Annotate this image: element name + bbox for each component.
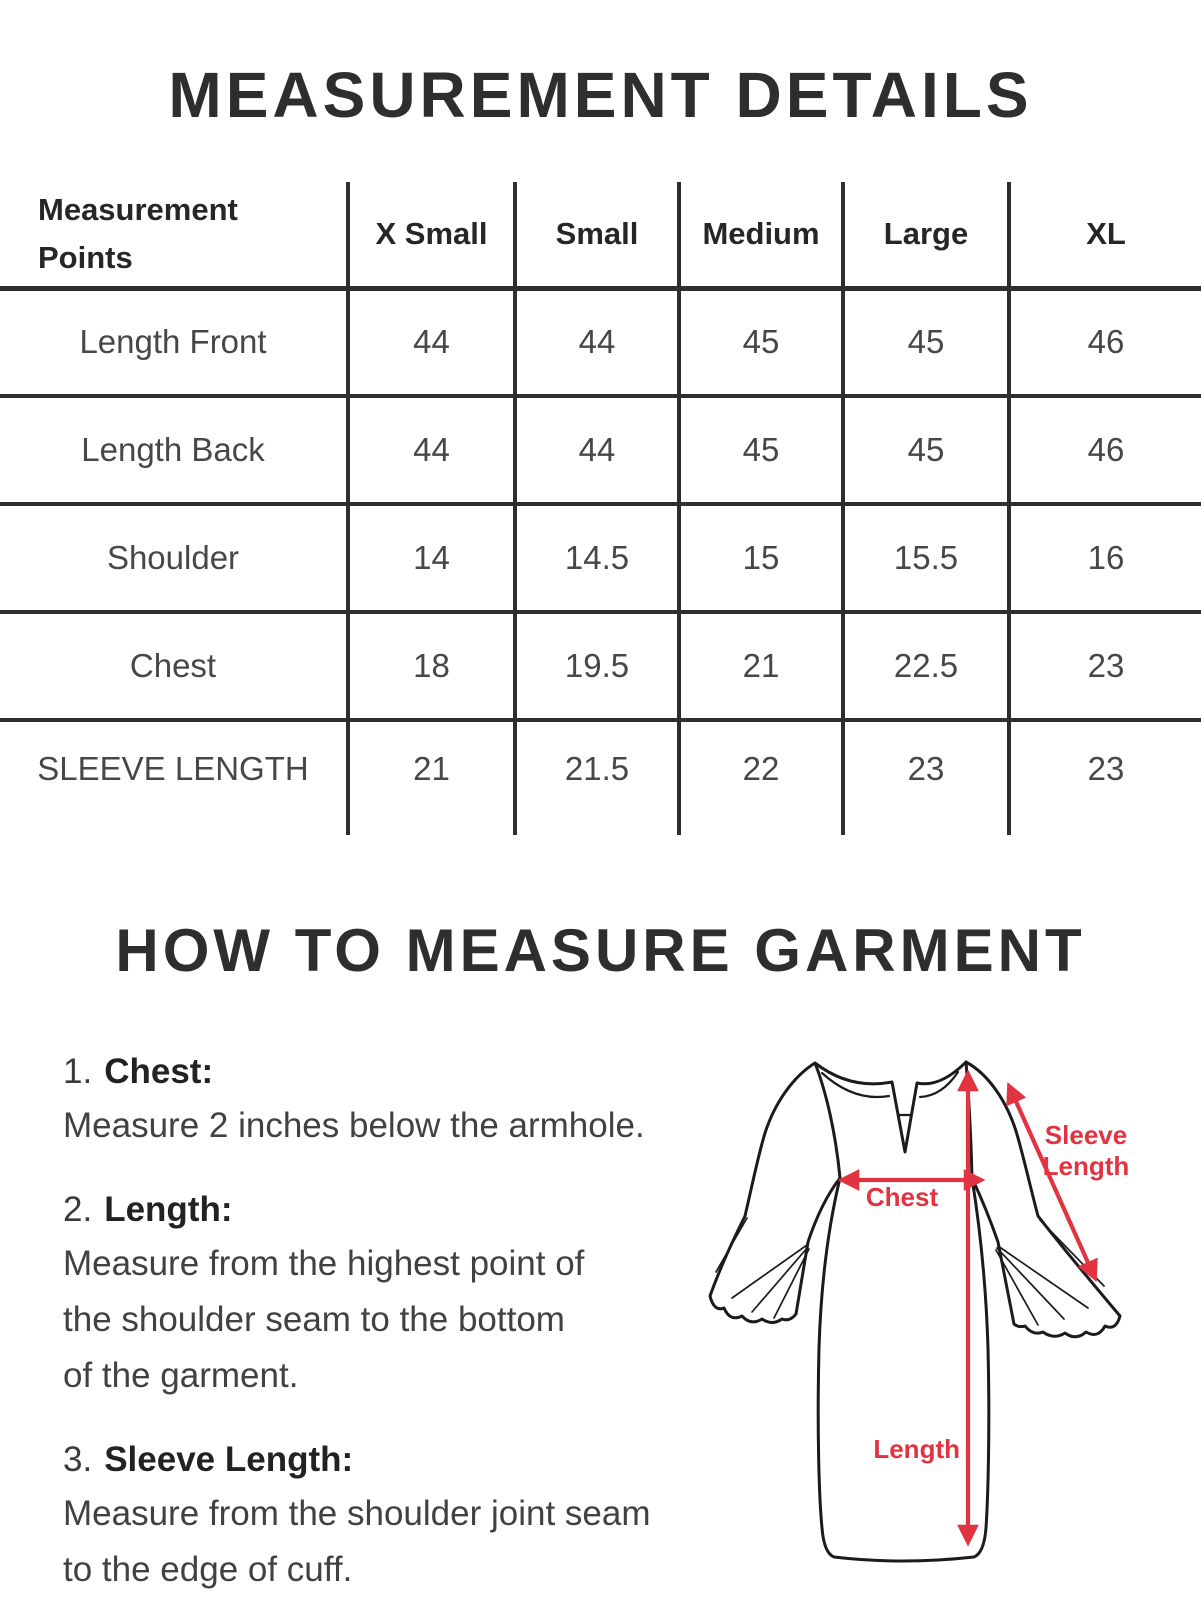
table-cell: 22.5 (843, 612, 1009, 720)
table-row-shoulder (0, 504, 1201, 612)
table-row-chest (0, 612, 1201, 720)
instruction-number: 1. (63, 1052, 93, 1091)
instruction-line: Measure from the shoulder joint seam (63, 1494, 651, 1533)
column-header-xl: XL (1009, 182, 1201, 288)
instruction-title: Length: (104, 1190, 233, 1229)
instruction-number: 3. (63, 1440, 93, 1479)
sleeve-length-arrow-label-line1: Sleeve (1044, 1120, 1128, 1150)
section-title: HOW TO MEASURE GARMENT (115, 917, 1086, 984)
table-cell: 45 (679, 396, 843, 504)
sleeve-length-arrow-label-line2: Length (1042, 1151, 1130, 1181)
dress-body (815, 1062, 989, 1561)
row-label: SLEEVE LENGTH (37, 750, 309, 787)
instruction-length (63, 1184, 683, 1404)
instruction-title: Sleeve Length: (104, 1440, 354, 1479)
table-cell: 44 (348, 288, 515, 396)
chest-arrow-label: Chest (865, 1182, 939, 1212)
table-cell: 22 (679, 720, 843, 835)
table-cell: 46 (1009, 396, 1201, 504)
table-cell: 23 (843, 720, 1009, 835)
table-cell: 23 (1009, 720, 1201, 835)
row-label: Length Back (0, 396, 348, 504)
table-cell: 45 (679, 288, 843, 396)
garment-diagram (672, 1028, 1192, 1588)
table-cell: 14.5 (515, 504, 679, 612)
table-cell: 45 (843, 396, 1009, 504)
column-header-measurement-points: Measurement Points (0, 182, 348, 288)
table-cell: 44 (515, 288, 679, 396)
table-cell: 46 (1009, 288, 1201, 396)
table-header-row (0, 182, 1201, 288)
instruction-number: 2. (63, 1190, 93, 1229)
column-header-large: Large (843, 182, 1009, 288)
instruction-title: Chest: (104, 1052, 214, 1091)
table-cell: 44 (515, 396, 679, 504)
table-cell: 21.5 (515, 720, 679, 835)
row-label: Chest (0, 612, 348, 720)
instruction-line: to the edge of cuff. (63, 1550, 353, 1589)
measurement-table (0, 182, 1201, 835)
row-label: Shoulder (0, 504, 348, 612)
instruction-heading (63, 1184, 683, 1236)
instruction-chest (63, 1046, 683, 1154)
length-arrow-label: Length (873, 1434, 960, 1464)
table-cell: 15.5 (843, 504, 1009, 612)
instruction-line: of the garment. (63, 1356, 299, 1395)
instruction-sleeve-length (63, 1434, 683, 1598)
table-cell: 21 (679, 612, 843, 720)
table-cell: 19.5 (515, 612, 679, 720)
table-cell: 21 (348, 720, 515, 835)
instruction-line: the shoulder seam to the bottom (63, 1300, 565, 1339)
table-row-length-front (0, 288, 1201, 396)
table-cell: 44 (348, 396, 515, 504)
instruction-line: Measure from the highest point of (63, 1244, 585, 1283)
table-cell: 23 (1009, 612, 1201, 720)
table-row-length-back (0, 396, 1201, 504)
table-cell: 16 (1009, 504, 1201, 612)
column-header-small: Small (515, 182, 679, 288)
row-label: Length Front (0, 288, 348, 396)
column-header-medium: Medium (679, 182, 843, 288)
instruction-heading (63, 1434, 683, 1486)
table-cell: 18 (348, 612, 515, 720)
page-title: MEASUREMENT DETAILS (168, 59, 1033, 131)
table-cell: 14 (348, 504, 515, 612)
instruction-line: Measure 2 inches below the armhole. (63, 1106, 645, 1145)
instructions-list (63, 1046, 683, 1601)
left-sleeve (710, 1063, 840, 1323)
instruction-heading (63, 1046, 683, 1098)
table-row-sleeve-length (0, 720, 1201, 835)
column-header-xsmall: X Small (348, 182, 515, 288)
table-cell: 45 (843, 288, 1009, 396)
dress-illustration (672, 1028, 1192, 1588)
table-cell: 15 (679, 504, 843, 612)
